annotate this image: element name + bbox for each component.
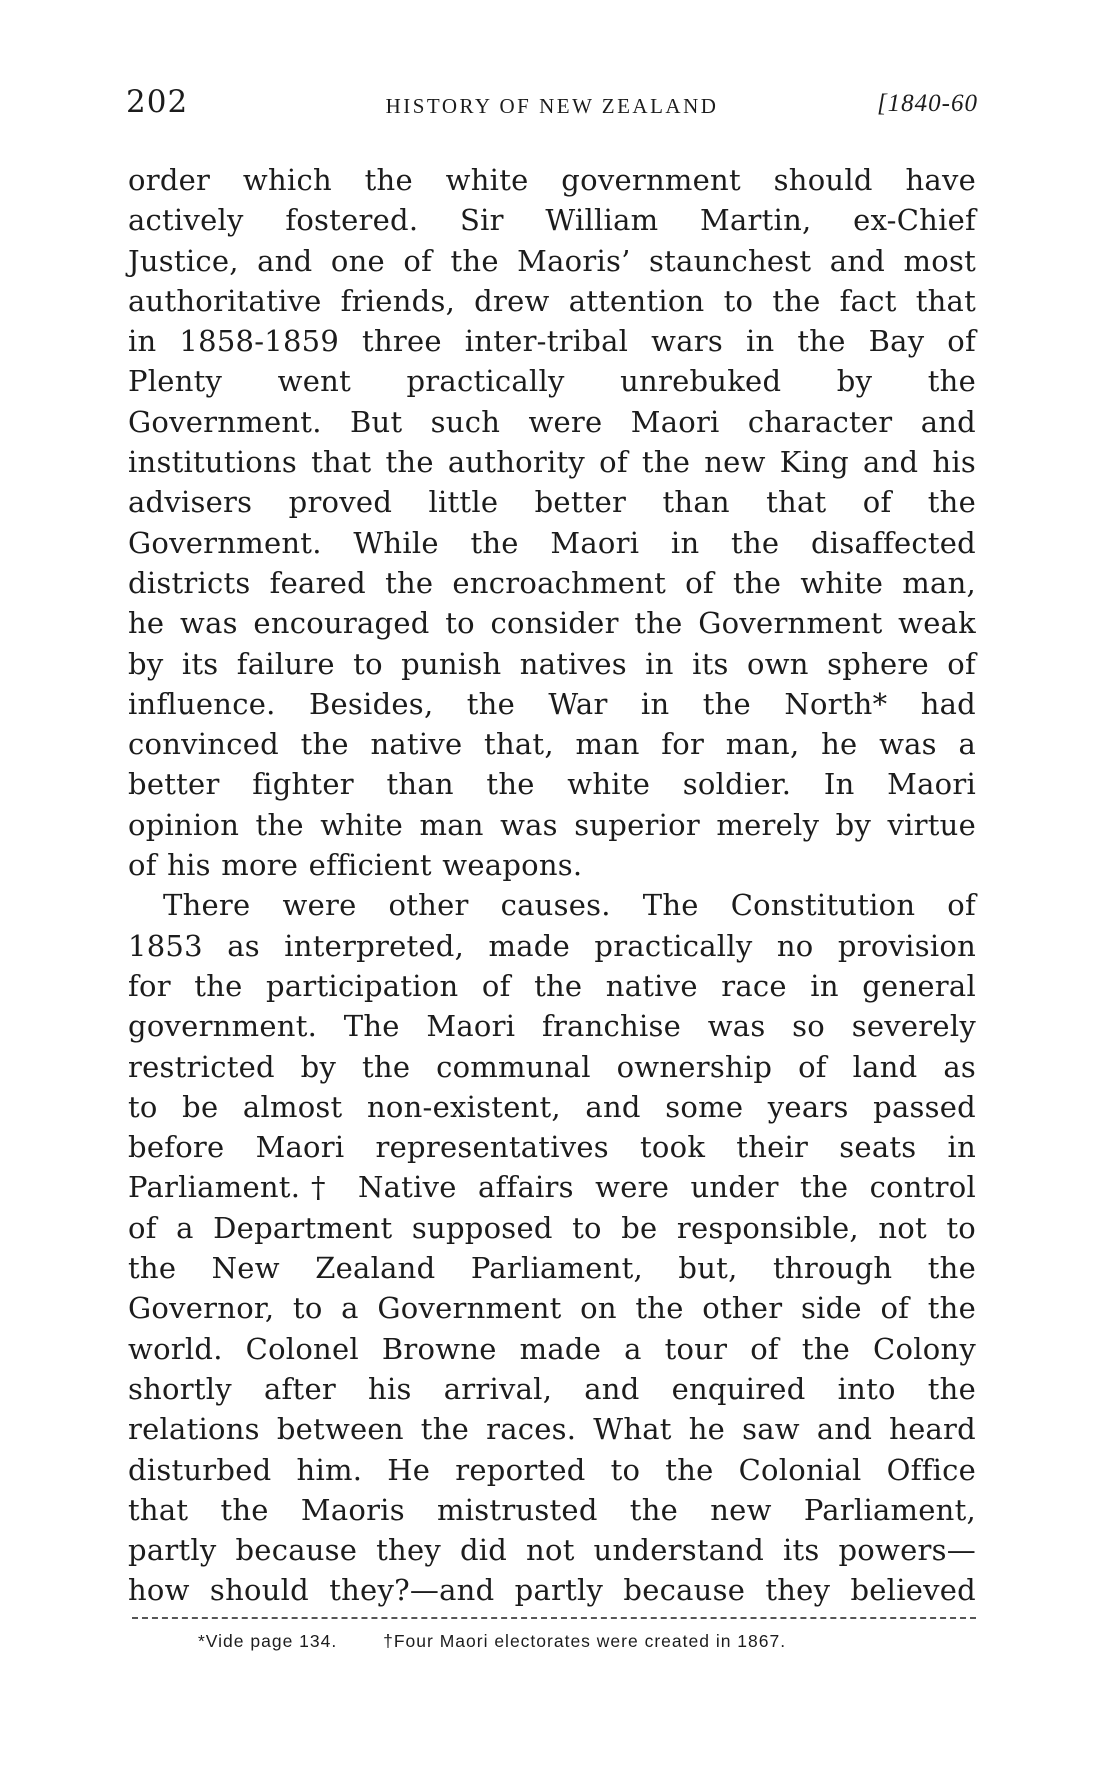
page-number: 202 <box>126 84 189 120</box>
footnotes <box>198 1631 786 1652</box>
text-line: he was encouraged to consider the Government weak <box>128 606 976 641</box>
text-line: Governor, to a Government on the other side of the <box>128 1291 976 1326</box>
text-line: by its failure to punish natives in its own sphere of <box>128 646 976 681</box>
footnote-divider <box>132 1617 976 1619</box>
text-line: Government. But such were Maori character and <box>128 404 976 439</box>
text-line: influence. Besides, the War in the North* had <box>128 686 976 721</box>
text-line: order which the white government should have <box>128 163 976 197</box>
text-line: actively fostered. Sir William Martin, ex-Chief <box>128 203 976 238</box>
text-line: in 1858-1859 three inter-tribal wars in the Bay of <box>128 324 976 359</box>
text-line: Plenty went practically unrebuked by the <box>128 364 976 399</box>
text-line: disturbed him. He reported to the Colonial Office <box>128 1452 976 1487</box>
text-line: Government. While the Maori in the disaffected <box>128 525 976 560</box>
text-line: restricted by the communal ownership of land as <box>128 1049 976 1084</box>
text-line: advisers proved little better than that of the <box>128 485 976 520</box>
text-line: Justice, and one of the Maoris’ staunchest and most <box>128 243 976 278</box>
text-line: government. The Maori franchise was so severely <box>128 1009 976 1044</box>
text-line: that the Maoris mistrusted the new Parliament, <box>128 1492 976 1527</box>
text-line: institutions that the authority of the new King and his <box>128 445 976 480</box>
text-line: of a Department supposed to be responsible, not to <box>128 1210 976 1245</box>
footnote-vide-page: *Vide page 134. <box>198 1631 338 1651</box>
text-line: for the participation of the native race in general <box>128 968 976 1003</box>
text-line: opinion the white man was superior merely by virtue <box>128 807 976 842</box>
date-range: [1840-60 <box>876 90 978 117</box>
text-line: of his more efficient weapons. <box>128 848 583 883</box>
text-line: relations between the races. What he saw and heard <box>128 1412 976 1447</box>
text-line: shortly after his arrival, and enquired into the <box>128 1371 976 1406</box>
text-line: convinced the native that, man for man, he was a <box>128 727 976 762</box>
text-line: 1853 as interpreted, made practically no provision <box>128 928 976 963</box>
text-line: better fighter than the white soldier. In Maori <box>128 767 976 802</box>
text-line: authoritative friends, drew attention to the fact that <box>128 283 976 318</box>
running-head <box>126 84 978 124</box>
text-line: partly because they did not understand its powers— <box>128 1533 976 1568</box>
text-line: There were other causes. The Constitution of <box>163 888 976 923</box>
body-text <box>128 160 976 1611</box>
running-title: HISTORY OF NEW ZEALAND <box>385 94 719 118</box>
footnote-electorates: †Four Maori electorates were created in 1867. <box>383 1631 787 1651</box>
text-line: the New Zealand Parliament, but, through the <box>128 1251 976 1286</box>
text-line: world. Colonel Browne made a tour of the Colony <box>128 1331 976 1366</box>
text-line: before Maori representatives took their seats in <box>128 1130 976 1165</box>
text-line: Parliament.† Native affairs were under the control <box>128 1170 976 1205</box>
text-line: to be almost non-existent, and some years passed <box>128 1089 976 1124</box>
text-line: how should they?—and partly because they believed <box>128 1573 976 1608</box>
text-line: districts feared the encroachment of the white man, <box>128 565 976 600</box>
